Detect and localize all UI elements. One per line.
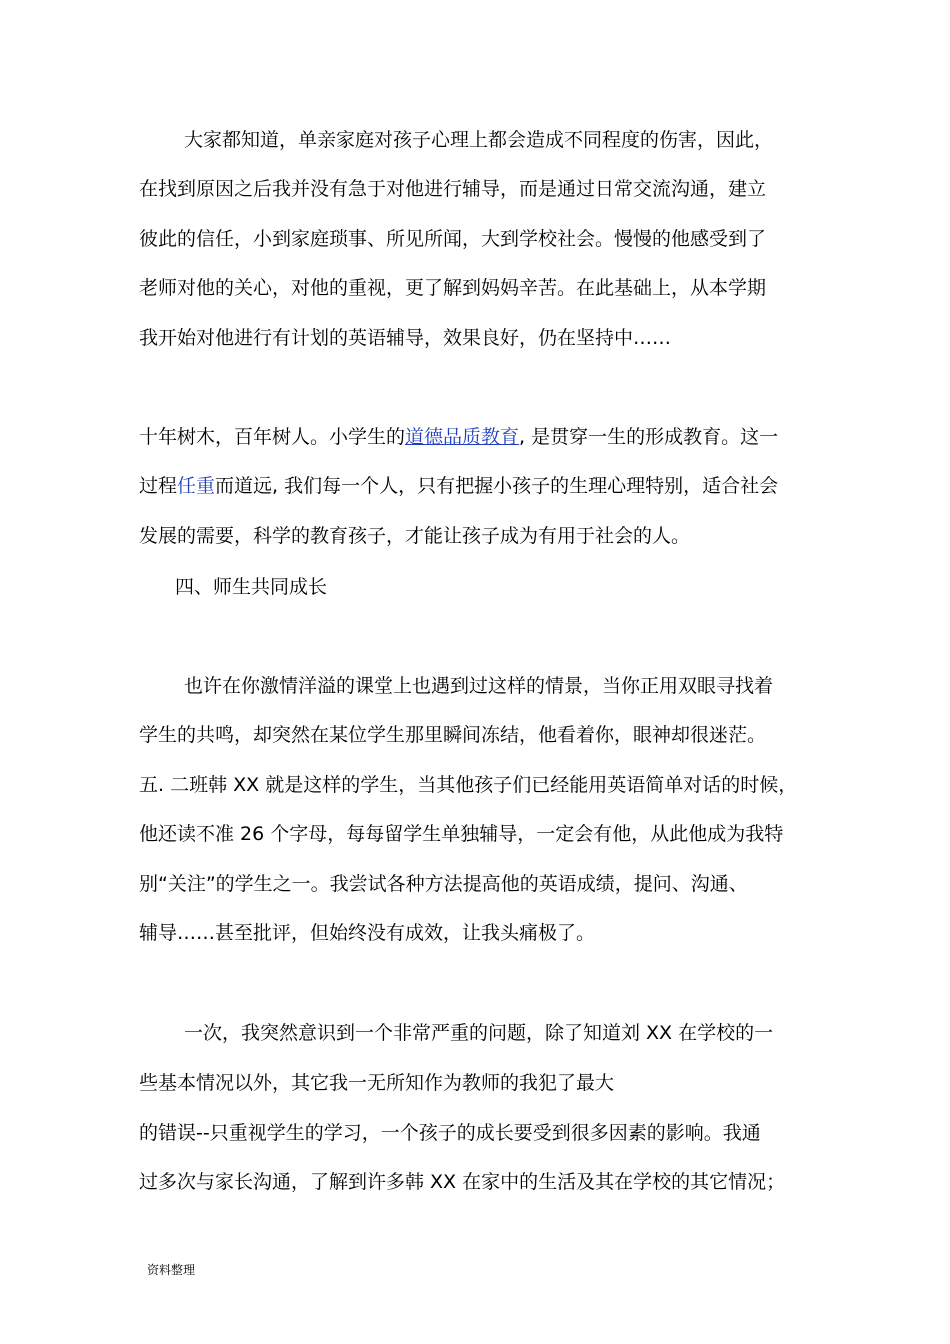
paragraph3-line4: 他还读不准 26 个字母，每每留学生单独辅导，一定会有他，从此他成为我特 bbox=[139, 823, 784, 845]
paragraph3-line6: 辅导……甚至批评，但始终没有成效，让我头痛极了。 bbox=[139, 922, 596, 944]
paragraph4-line2: 些基本情况以外，其它我一无所知作为教师的我犯了最大 bbox=[139, 1072, 615, 1094]
paragraph4-line3: 的错误--只重视学生的学习，一个孩子的成长要受到很多因素的影响。我通 bbox=[139, 1122, 761, 1144]
paragraph2-text: , 是贯穿一生的形成教育。这一 bbox=[519, 426, 779, 448]
paragraph3-line1: 也许在你激情洋溢的课堂上也遇到过这样的情景，当你正用双眼寻找着 bbox=[184, 675, 774, 697]
paragraph1-line2: 在找到原因之后我并没有急于对他进行辅导，而是通过日常交流沟通，建立 bbox=[139, 178, 767, 200]
paragraph1-line3: 彼此的信任，小到家庭琐事、所见所闻，大到学校社会。慢慢的他感受到了 bbox=[139, 228, 767, 250]
footer-note: 资料整理 bbox=[147, 1263, 196, 1277]
paragraph2-text: 十年树木，百年树人。小学生的 bbox=[139, 426, 406, 448]
paragraph2-text: 而道远, 我们每一个人，只有把握小孩子的生理心理特别，适合社会 bbox=[215, 475, 779, 497]
paragraph2-text: 过程 bbox=[139, 475, 178, 497]
paragraph2-line1 bbox=[139, 425, 778, 449]
paragraph2-line2 bbox=[139, 474, 778, 498]
paragraph1-line1: 大家都知道，单亲家庭对孩子心理上都会造成不同程度的伤害，因此， bbox=[184, 129, 774, 151]
paragraph4-line4: 过多次与家长沟通，了解到许多韩 XX 在家中的生活及其在学校的其它情况； bbox=[139, 1171, 786, 1193]
paragraph2-line3: 发展的需要，科学的教育孩子，才能让孩子成为有用于社会的人。 bbox=[139, 525, 691, 547]
paragraph4-line1: 一次，我突然意识到一个非常严重的问题，除了知道刘 XX 在学校的一 bbox=[184, 1022, 774, 1044]
moral-education-link[interactable]: 道德品质教育 bbox=[405, 426, 520, 448]
paragraph1-line5: 我开始对他进行有计划的英语辅导，效果良好，仍在坚持中…… bbox=[139, 327, 672, 349]
paragraph3-line5: 别“关注”的学生之一。我尝试各种方法提高他的英语成绩，提问、沟通、 bbox=[139, 873, 748, 895]
paragraph3-line2: 学生的共鸣，却突然在某位学生那里瞬间冻结，他看着你，眼神却很迷茫。 bbox=[139, 724, 767, 746]
section-heading: 四、师生共同成长 bbox=[175, 576, 328, 598]
paragraph1-line4: 老师对他的关心，对他的重视，更了解到妈妈辛苦。在此基础上，从本学期 bbox=[139, 277, 767, 299]
paragraph3-line3: 五. 二班韩 XX 就是这样的学生，当其他孩子们已经能用英语简单对话的时候， bbox=[139, 774, 798, 796]
heavy-task-link[interactable]: 任重 bbox=[177, 475, 216, 497]
